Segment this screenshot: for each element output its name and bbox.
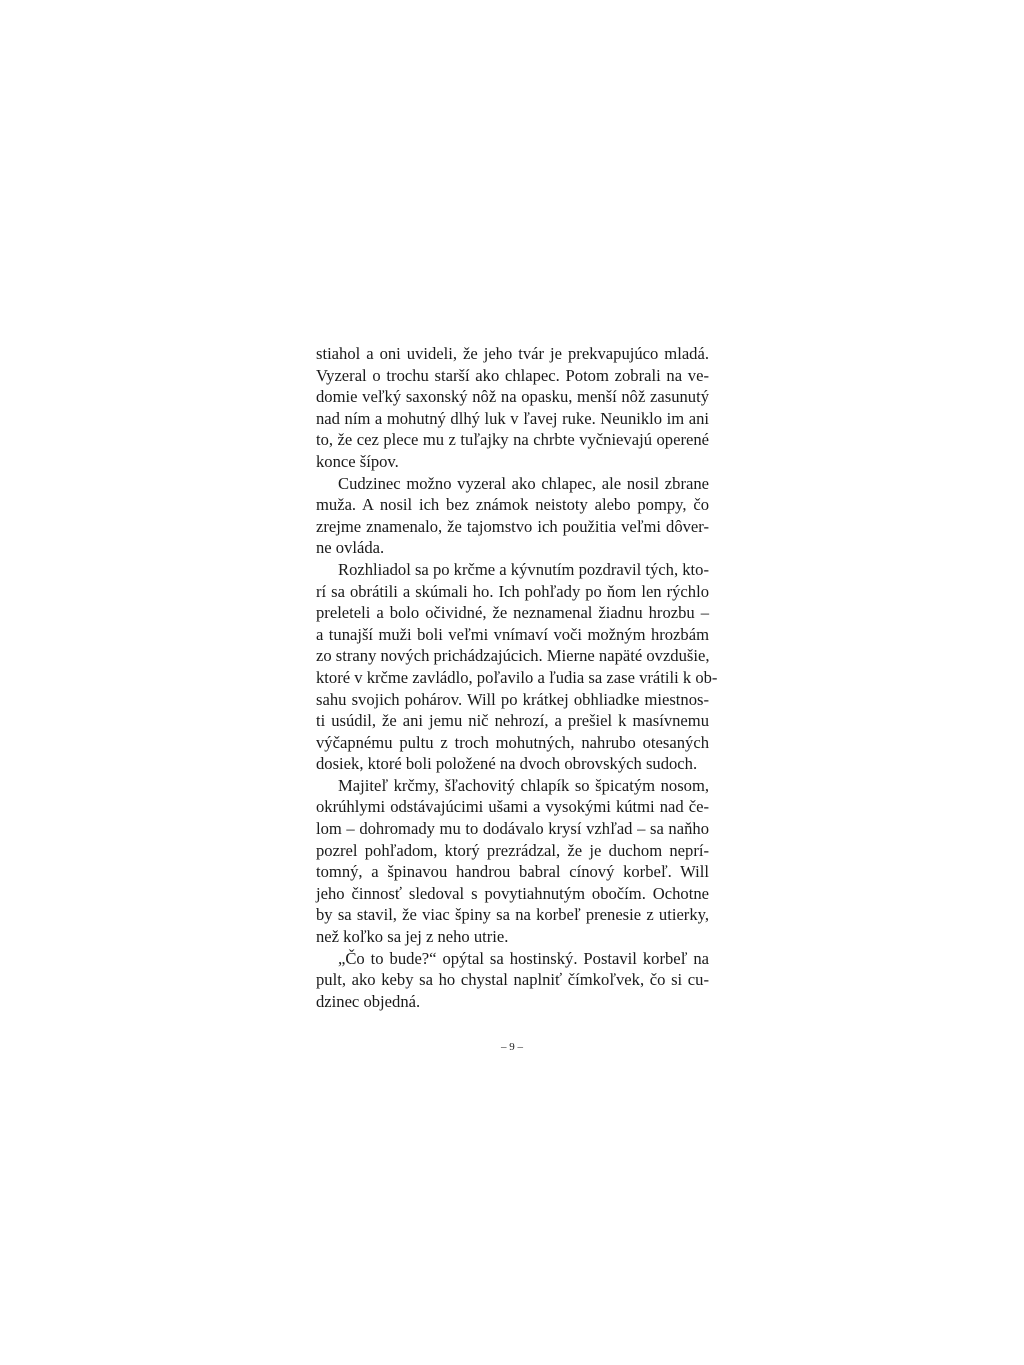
text-line: zo strany nových prichádzajúcich. Mierne napäté ovzdušie, [316,646,710,666]
text-line: zrejme znamenalo, že tajomstvo ich použitia veľmi dôver- [316,516,709,536]
text-line: výčapnému pultu z troch mohutných, nahrubo otesaných [316,732,709,752]
text-line: jeho činnosť sledoval s povytiahnutým obočím. Ochotne [316,883,709,903]
text-line: „Čo to bude?“ opýtal sa hostinský. Postavil korbeľ na [338,948,709,968]
paragraph [316,473,709,559]
text-line: Rozhliadol sa po krčme a kývnutím pozdravil tých, kto- [338,559,709,579]
text-line: stiahol a oni uvideli, že jeho tvár je prekvapujúco mladá. [316,344,709,363]
text-line: dzinec objedná. [316,991,421,1011]
text-line: lom – dohromady mu to dodávalo krysí vzhľad – sa naňho [316,819,709,839]
text-line: muža. A nosil ich bez známok neistoty alebo pompy, čo [316,495,709,515]
text-line: konce šípov. [316,451,399,471]
text-line: nad ním a mohutný dlhý luk v ľavej ruke. Neuniklo im ani [316,408,709,428]
text-line: ktoré v krčme zavládlo, poľavilo a ľudia sa zase vrátili k ob- [316,667,718,687]
paragraph [316,559,718,775]
text-line: Majiteľ krčmy, šľachovitý chlapík so špicatým nosom, [338,775,709,795]
text-line: domie veľký saxonský nôž na opasku, menší nôž zasunutý [316,387,709,407]
text-line: sahu svojich pohárov. Will po krátkej obhliadke miestnos- [316,689,709,709]
body-text [316,343,718,1012]
text-line: rí sa obrátili a skúmali ho. Ich pohľady po ňom len rýchlo [316,581,709,601]
page-number: – 9 – [501,1041,523,1053]
paragraph [316,343,709,473]
text-line: to, že cez plece mu z tuľajky na chrbte vyčnievajú operené [316,430,709,450]
text-line: pozrel pohľadom, ktorý prezrádzal, že je duchom neprí- [316,840,709,860]
text-line: než koľko sa jej z neho utrie. [316,927,509,947]
text-line: preleteli a bolo očividné, že neznamenal žiadnu hrozbu – [316,603,709,623]
text-line: ti usúdil, že ani jemu nič nehrozí, a prešiel k masívnemu [316,711,709,731]
text-line: Cudzinec možno vyzeral ako chlapec, ale nosil zbrane [338,473,709,493]
text-line: dosiek, ktoré boli položené na dvoch obrovských sudoch. [316,754,698,774]
text-line: pult, ako keby sa ho chystal naplniť čímkoľvek, čo si cu- [316,970,709,990]
text-line: Vyzeral o trochu starší ako chlapec. Potom zobrali na ve- [316,365,709,385]
paragraph [316,775,709,948]
text-line: by sa stavil, že viac špiny sa na korbeľ prenesie z utierky, [316,905,709,925]
text-line: a tunajší muži boli veľmi vnímaví voči možným hrozbám [316,624,709,644]
paragraph [316,948,709,1013]
text-line: ne ovláda. [316,538,385,558]
text-line: okrúhlymi odstávajúcimi ušami a vysokými kútmi nad če- [316,797,709,817]
text-line: tomný, a špinavou handrou babral cínový korbeľ. Will [316,862,709,882]
